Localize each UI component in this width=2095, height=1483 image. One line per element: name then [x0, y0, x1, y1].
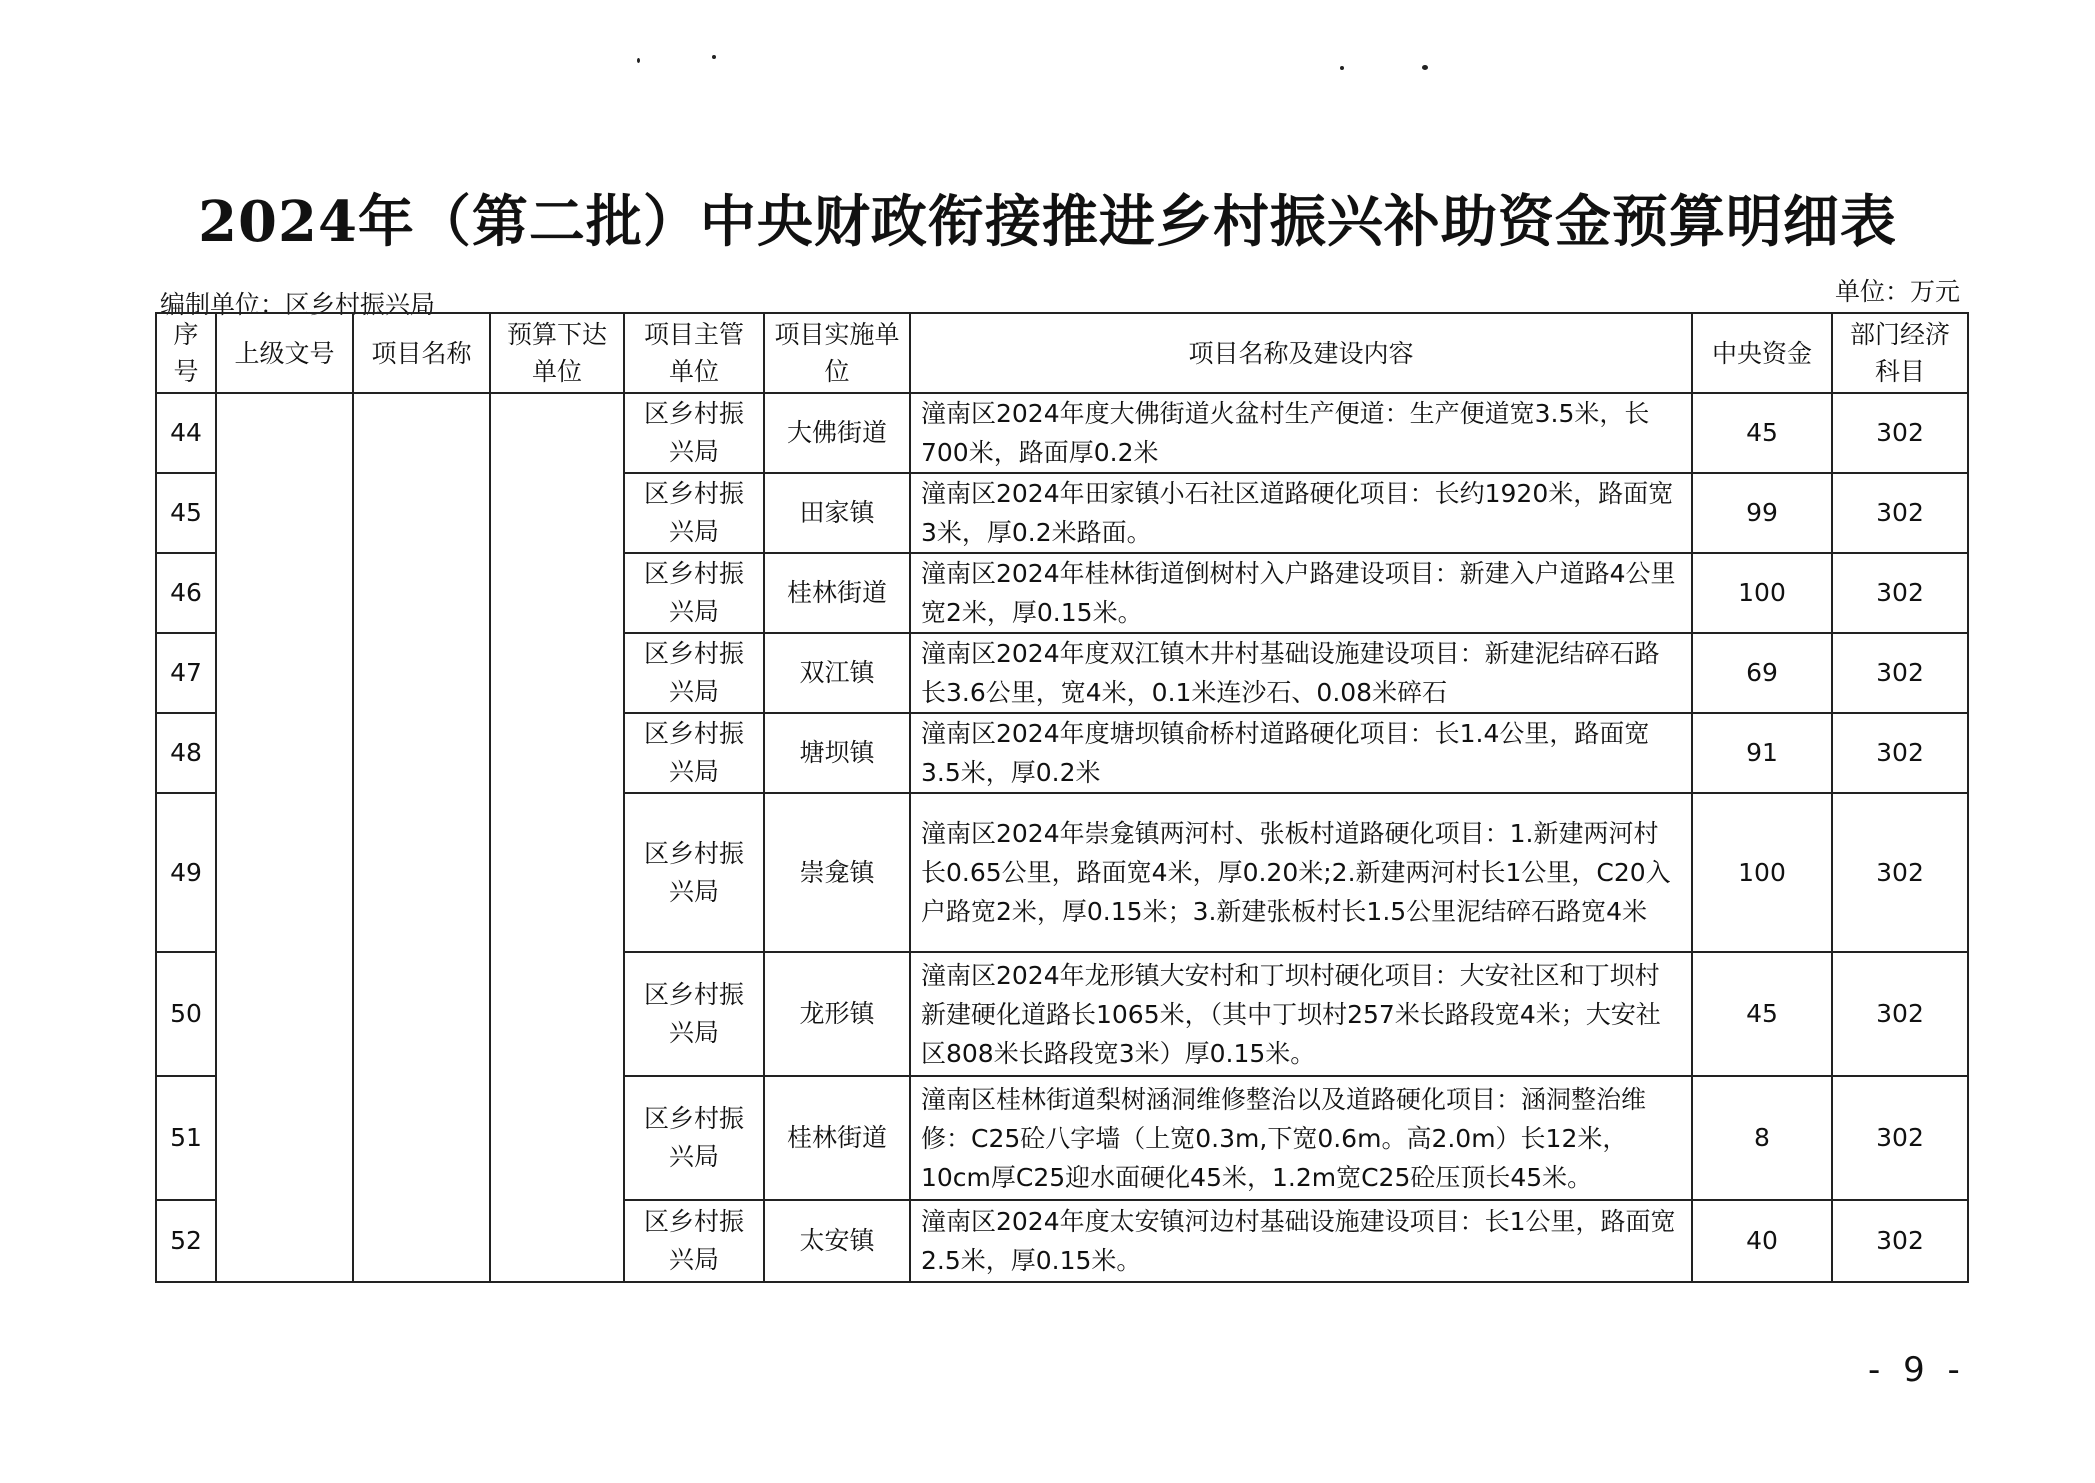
cell-implementer: 田家镇	[764, 473, 910, 553]
cell-seq: 50	[156, 952, 216, 1076]
cell-content: 潼南区2024年桂林街道倒树村入户路建设项目：新建入户道路4公里宽2米，厚0.15米。	[910, 553, 1692, 633]
cell-seq: 44	[156, 393, 216, 473]
cell-subject: 302	[1832, 1076, 1968, 1200]
header-budget-unit: 预算下达单位	[490, 313, 624, 393]
cell-subject: 302	[1832, 473, 1968, 553]
cell-budget-unit	[490, 393, 624, 1282]
cell-implementer: 塘坝镇	[764, 713, 910, 793]
header-project-name: 项目名称	[353, 313, 490, 393]
cell-content: 潼南区2024年度塘坝镇俞桥村道路硬化项目：长1.4公里，路面宽3.5米，厚0.2米	[910, 713, 1692, 793]
cell-doc-no	[216, 393, 353, 1282]
cell-supervisor: 区乡村振兴局	[624, 393, 764, 473]
cell-supervisor: 区乡村振兴局	[624, 952, 764, 1076]
scan-speck	[1422, 65, 1428, 70]
cell-fund: 100	[1692, 793, 1832, 952]
cell-supervisor: 区乡村振兴局	[624, 793, 764, 952]
cell-content: 潼南区2024年崇龛镇两河村、张板村道路硬化项目：1.新建两河村长0.65公里，路面宽4米，厚0.20米;2.新建两河村长1公里，C20入户路宽2米，厚0.15米；3.新建张板村长1.5公里泥结碎石路宽4米	[910, 793, 1692, 952]
cell-supervisor: 区乡村振兴局	[624, 473, 764, 553]
cell-implementer: 桂林街道	[764, 1076, 910, 1200]
cell-seq: 51	[156, 1076, 216, 1200]
cell-implementer: 桂林街道	[764, 553, 910, 633]
header-central-fund: 中央资金	[1692, 313, 1832, 393]
cell-content: 潼南区2024年度大佛街道火盆村生产便道：生产便道宽3.5米，长700米，路面厚0.2米	[910, 393, 1692, 473]
cell-content: 潼南区2024年度太安镇河边村基础设施建设项目：长1公里，路面宽2.5米，厚0.15米。	[910, 1200, 1692, 1282]
cell-implementer: 大佛街道	[764, 393, 910, 473]
header-econ-subject: 部门经济科目	[1832, 313, 1968, 393]
table-header-row	[156, 313, 1968, 393]
cell-implementer: 双江镇	[764, 633, 910, 713]
cell-seq: 45	[156, 473, 216, 553]
cell-subject: 302	[1832, 1200, 1968, 1282]
header-seq: 序号	[156, 313, 216, 393]
cell-project-name	[353, 393, 490, 1282]
header-implementer: 项目实施单位	[764, 313, 910, 393]
cell-implementer: 龙形镇	[764, 952, 910, 1076]
cell-subject: 302	[1832, 553, 1968, 633]
budget-table	[155, 312, 1969, 1283]
cell-fund: 8	[1692, 1076, 1832, 1200]
cell-fund: 91	[1692, 713, 1832, 793]
cell-implementer: 崇龛镇	[764, 793, 910, 952]
cell-content: 潼南区桂林街道梨树涵洞维修整治以及道路硬化项目：涵洞整治维修：C25砼八字墙（上宽0.3m,下宽0.6m。高2.0m）长12米，10cm厚C25迎水面硬化45米，1.2m宽C25砼压顶长45米。	[910, 1076, 1692, 1200]
cell-subject: 302	[1832, 952, 1968, 1076]
header-supervisor: 项目主管单位	[624, 313, 764, 393]
cell-seq: 49	[156, 793, 216, 952]
cell-seq: 47	[156, 633, 216, 713]
compiling-unit: 编制单位：区乡村振兴局	[160, 290, 436, 319]
cell-content: 潼南区2024年田家镇小石社区道路硬化项目：长约1920米，路面宽3米，厚0.2米路面。	[910, 473, 1692, 553]
cell-supervisor: 区乡村振兴局	[624, 633, 764, 713]
cell-seq: 52	[156, 1200, 216, 1282]
cell-subject: 302	[1832, 793, 1968, 952]
header-doc-no: 上级文号	[216, 313, 353, 393]
cell-implementer: 太安镇	[764, 1200, 910, 1282]
scan-speck	[712, 55, 716, 59]
cell-seq: 46	[156, 553, 216, 633]
cell-subject: 302	[1832, 393, 1968, 473]
currency-unit: 单位：万元	[1834, 277, 1960, 306]
cell-fund: 100	[1692, 553, 1832, 633]
scan-speck	[637, 58, 640, 63]
table-row	[156, 393, 1968, 473]
page-number: - 9 -	[1868, 1350, 1966, 1390]
header-content: 项目名称及建设内容	[910, 313, 1692, 393]
cell-fund: 99	[1692, 473, 1832, 553]
cell-subject: 302	[1832, 633, 1968, 713]
cell-content: 潼南区2024年度双江镇木井村基础设施建设项目：新建泥结碎石路长3.6公里，宽4米，0.1米连沙石、0.08米碎石	[910, 633, 1692, 713]
cell-content: 潼南区2024年龙形镇大安村和丁坝村硬化项目：大安社区和丁坝村新建硬化道路长1065米，（其中丁坝村257米长路段宽4米；大安社区808米长路段宽3米）厚0.15米。	[910, 952, 1692, 1076]
document-title: 2024年（第二批）中央财政衔接推进乡村振兴补助资金预算明细表	[198, 189, 1897, 255]
cell-supervisor: 区乡村振兴局	[624, 713, 764, 793]
cell-supervisor: 区乡村振兴局	[624, 553, 764, 633]
cell-fund: 45	[1692, 393, 1832, 473]
cell-supervisor: 区乡村振兴局	[624, 1200, 764, 1282]
cell-fund: 69	[1692, 633, 1832, 713]
cell-subject: 302	[1832, 713, 1968, 793]
cell-supervisor: 区乡村振兴局	[624, 1076, 764, 1200]
cell-seq: 48	[156, 713, 216, 793]
scan-speck	[1340, 66, 1344, 70]
cell-fund: 40	[1692, 1200, 1832, 1282]
cell-fund: 45	[1692, 952, 1832, 1076]
